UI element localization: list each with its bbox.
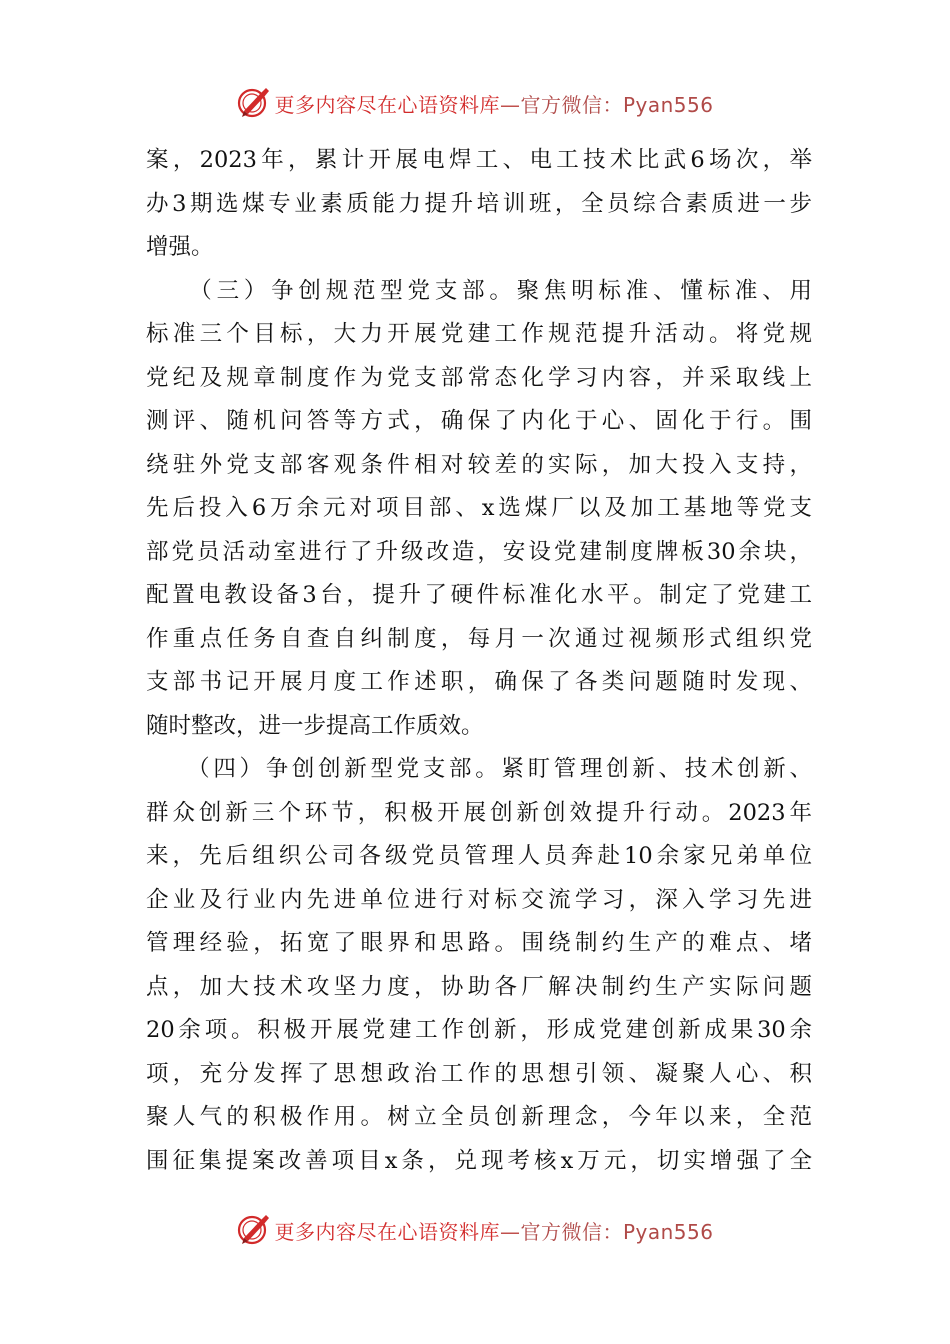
text-line: 作重点任务自查自纠制度，每月一次通过视频形式组织党 <box>146 625 812 652</box>
text-line: 聚人气的积极作用。树立全员创新理念，今年以来，全范 <box>146 1104 812 1130</box>
watermark-main: 更多内容尽在心语资料库 <box>274 1219 500 1244</box>
watermark-main: 更多内容尽在心语资料库 <box>274 92 500 117</box>
text-line: （四）争创创新型党支部。紧盯管理创新、技术创新、 <box>146 756 812 782</box>
watermark-text <box>274 89 713 118</box>
text-line: 标准三个目标，大力开展党建工作规范提升活动。将党规 <box>146 321 812 347</box>
text-line: 管理经验，拓宽了眼界和思路。围绕制约生产的难点、堵 <box>146 930 812 956</box>
text-line: 支部书记开展月度工作述职，确保了各类问题随时发现、 <box>146 669 812 695</box>
text-line: 配置电教设备3台，提升了硬件标准化水平。制定了党建工 <box>146 582 812 608</box>
text-line: 部党员活动室进行了升级改造，安设党建制度牌板30余块， <box>146 538 812 565</box>
text-line: （三）争创规范型党支部。聚焦明标准、懂标准、用 <box>146 277 812 304</box>
header-watermark <box>0 83 950 123</box>
text-line: 增强。 <box>146 234 214 260</box>
pen-circle-logo-icon <box>236 85 272 121</box>
text-line: 来，先后组织公司各级党员管理人员奔赴10余家兄弟单位 <box>146 843 812 869</box>
text-line: 党纪及规章制度作为党支部常态化学习内容，并采取线上 <box>146 364 812 391</box>
watermark-tail: 官方微信：Pyan556 <box>520 92 714 117</box>
text-line: 企业及行业内先进单位进行对标交流学习，深入学习先进 <box>146 886 812 913</box>
text-line: 项，充分发挥了思想政治工作的思想引领、凝聚人心、积 <box>146 1060 812 1087</box>
text-line: 20余项。积极开展党建工作创新，形成党建创新成果30余 <box>146 1017 812 1043</box>
text-line: 测评、随机问答等方式，确保了内化于心、固化于行。围 <box>146 408 812 434</box>
text-line: 随时整改，进一步提高工作质效。 <box>146 712 484 739</box>
document-body <box>146 139 812 1183</box>
watermark-dash: — <box>499 1219 521 1244</box>
text-line: 群众创新三个环节，积极开展创新创效提升行动。2023年 <box>146 799 812 826</box>
text-line: 先后投入6万余元对项目部、x选煤厂以及加工基地等党支 <box>146 495 812 521</box>
text-line: 绕驻外党支部客观条件相对较差的实际，加大投入支持， <box>146 451 812 478</box>
watermark-text <box>274 1216 713 1245</box>
text-line: 点，加大技术攻坚力度，协助各厂解决制约生产实际问题 <box>146 973 812 1000</box>
text-line: 办3期选煤专业素质能力提升培训班，全员综合素质进一步 <box>146 190 812 217</box>
watermark-dash: — <box>499 92 521 117</box>
text-line: 围征集提案改善项目x条，兑现考核x万元，切实增强了全 <box>146 1147 812 1174</box>
watermark-tail: 官方微信：Pyan556 <box>520 1219 714 1244</box>
footer-watermark <box>0 1210 950 1250</box>
pen-circle-logo-icon <box>236 1212 272 1248</box>
text-line: 案，2023年，累计开展电焊工、电工技术比武6场次，举 <box>146 147 812 173</box>
